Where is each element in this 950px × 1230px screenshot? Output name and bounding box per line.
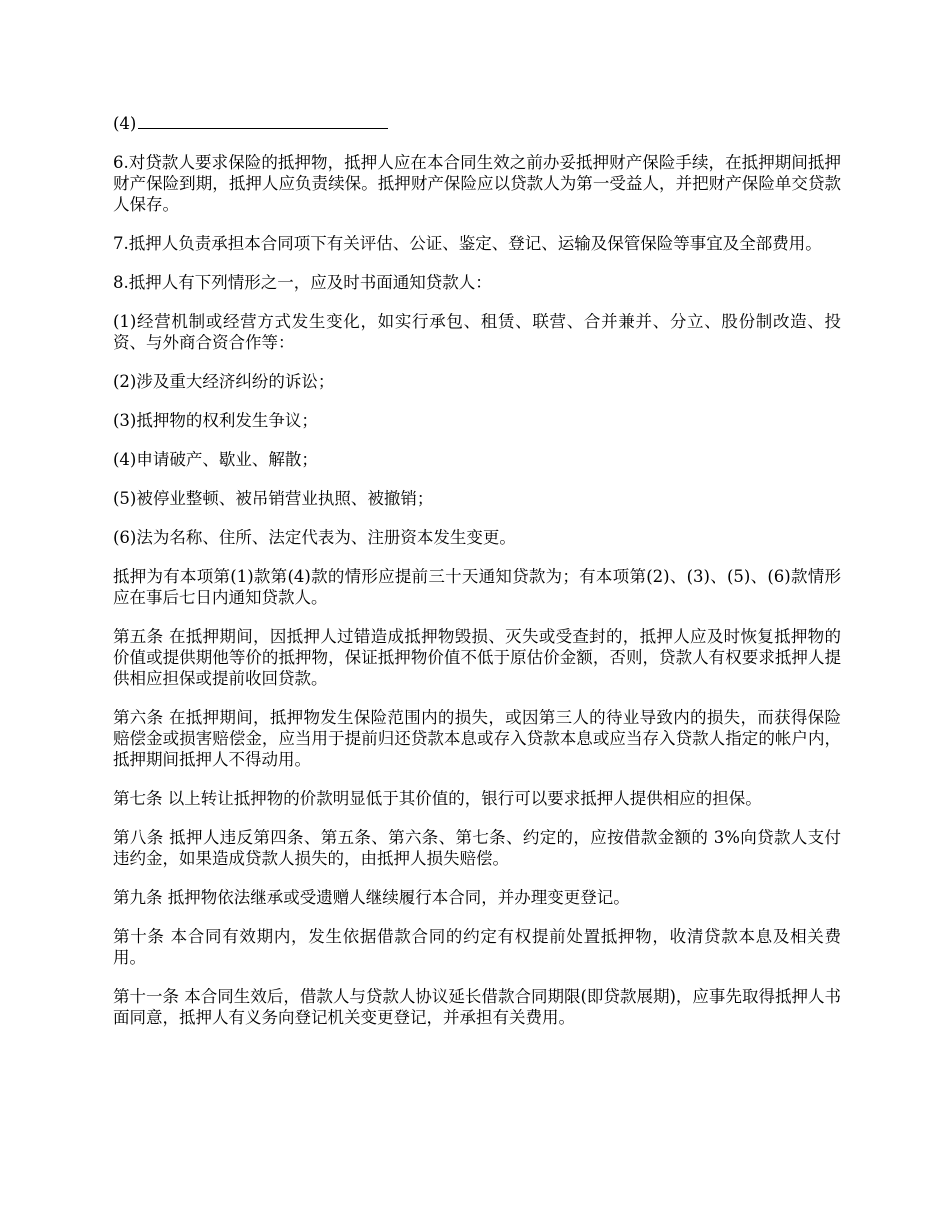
clause-7-fees: 7.抵押人负责承担本合同项下有关评估、公证、鉴定、登记、运输及保管保险等事宜及全部费用。 — [113, 234, 822, 253]
clause-6-insurance: 6.对贷款人要求保险的抵押物，抵押人应在本合同生效之前办妥抵押财产保险手续，在抵押期间抵押财产保险到期，抵押人应负责续保。抵押财产保险应以贷款人为第一受益人，并把财产保险单交贷款人保存。 — [113, 153, 841, 214]
notice-item-5: (5)被停业整顿、被吊销营业执照、被撤销； — [113, 489, 434, 508]
article-5: 第五条 在抵押期间，因抵押人过错造成抵押物毁损、灭失或受查封的，抵押人应及时恢复抵押物的价值或提供期他等价的抵押物，保证抵押物价值不低于原估价金额，否则，贷款人有权要求抵押人提供相应担保或提前收回贷款。 — [113, 627, 841, 688]
article-7: 第七条 以上转让抵押物的价款明显低于其价值的，银行可以要求抵押人提供相应的担保。 — [113, 789, 762, 808]
notice-item-6: (6)法为名称、住所、法定代表为、注册资本发生变更。 — [113, 528, 516, 547]
notice-deadline-paragraph: 抵押为有本项第(1)款第(4)款的情形应提前三十天通知贷款为；有本项第(2)、(3)、(5)、(6)款情形应在事后七日内通知贷款人。 — [113, 567, 841, 607]
notice-item-3: (3)抵押物的权利发生争议； — [113, 411, 318, 430]
notice-item-1: (1)经营机制或经营方式发生变化，如实行承包、租赁、联营、合并兼并、分立、股份制改造、投资、与外商合资合作等： — [113, 312, 841, 352]
article-8: 第八条 抵押人违反第四条、第五条、第六条、第七条、约定的，应按借款金额的 3%向贷款人支付违约金，如果造成贷款人损失的，由抵押人损失赔偿。 — [113, 828, 841, 868]
notice-item-4: (4)申请破产、歇业、解散； — [113, 450, 318, 469]
article-9: 第九条 抵押物依法继承或受遗赠人继续履行本合同，并办理变更登记。 — [113, 888, 630, 907]
item-4-label: (4) — [113, 114, 137, 133]
item-4-blank-line — [113, 112, 841, 134]
article-11: 第十一条 本合同生效后，借款人与贷款人协议延长借款合同期限(即贷款展期)，应事先取得抵押人书面同意，抵押人有义务向登记机关变更登记，并承担有关费用。 — [113, 987, 841, 1027]
article-10: 第十条 本合同有效期内，发生依据借款合同的约定有权提前处置抵押物，收清贷款本息及相关费用。 — [113, 927, 841, 967]
clause-8-notice: 8.抵押人有下列情形之一，应及时书面通知贷款人： — [113, 273, 492, 292]
document-page — [113, 112, 841, 1046]
fill-in-blank — [138, 112, 388, 129]
notice-item-2: (2)涉及重大经济纠纷的诉讼； — [113, 372, 335, 391]
article-6: 第六条 在抵押期间，抵押物发生保险范围内的损失，或因第三人的待业导致内的损失，而获得保险赔偿金或损害赔偿金，应当用于提前归还贷款本息或存入贷款本息或应当存入贷款人指定的帐户内，抵押期间抵押人不得动用。 — [113, 708, 841, 769]
